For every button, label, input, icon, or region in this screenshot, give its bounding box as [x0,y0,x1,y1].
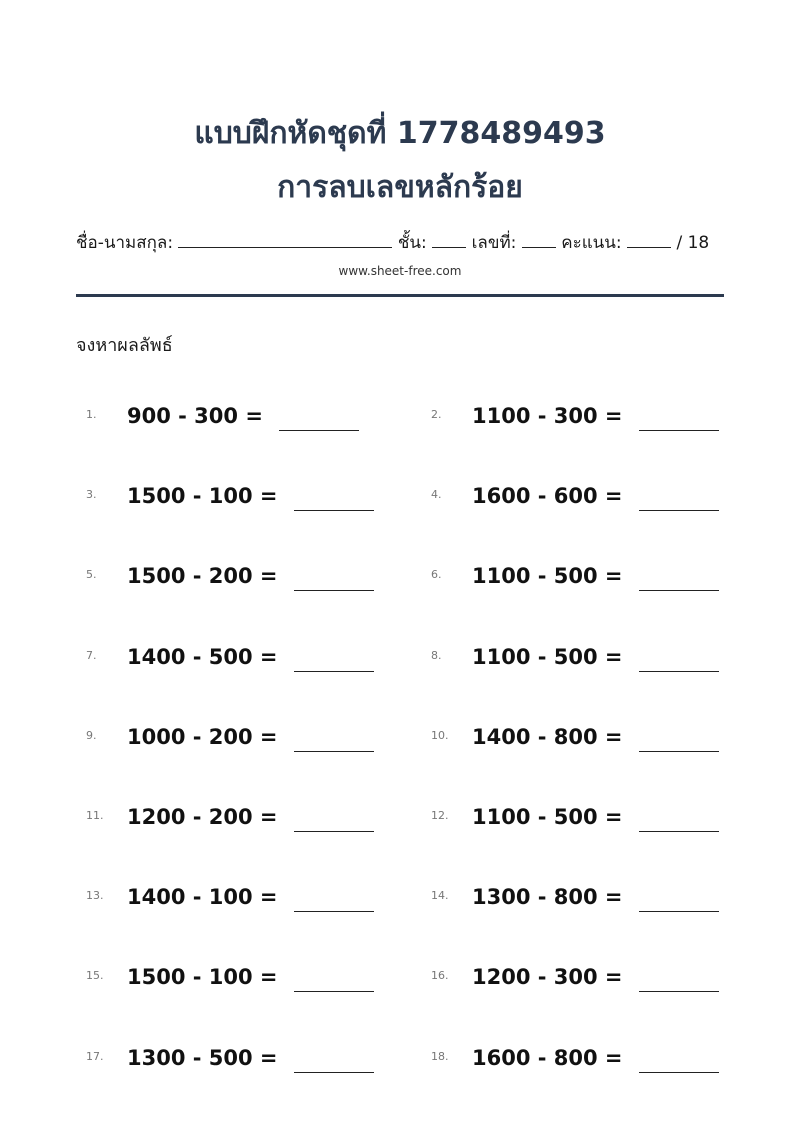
problem-item [86,484,386,516]
name-label: ชื่อ-นามสกุล: [76,233,174,253]
instruction-text: จงหาผลลัพธ์ [76,335,173,356]
problem-item [431,805,731,837]
class-label: ชั้น: [397,233,427,253]
class-field[interactable] [432,231,466,248]
answer-blank[interactable] [294,590,374,591]
problem-number: 12. [431,809,449,822]
problem-item [431,725,731,757]
problem-expression: 1400 - 800 = [472,725,623,749]
problem-expression: 1200 - 200 = [127,805,278,829]
problem-number: 6. [431,568,442,581]
worksheet-subtitle: การลบเลขหลักร้อย [277,170,523,205]
answer-blank[interactable] [639,911,719,912]
problem-expression: 1300 - 800 = [472,885,623,909]
problem-item [431,404,731,436]
problem-number: 8. [431,649,442,662]
answer-blank[interactable] [639,751,719,752]
problem-expression: 1600 - 600 = [472,484,623,508]
problem-number: 10. [431,729,449,742]
worksheet-title: แบบฝึกหัดชุดที่ 1778489493 [194,116,606,151]
problem-number: 9. [86,729,97,742]
problem-number: 16. [431,969,449,982]
problem-item [86,404,386,436]
problem-item [431,885,731,917]
answer-blank[interactable] [294,671,374,672]
website-url: www.sheet-free.com [338,264,462,278]
problem-item [86,564,386,596]
problem-expression: 1500 - 200 = [127,564,278,588]
problem-number: 14. [431,889,449,902]
answer-blank[interactable] [294,831,374,832]
name-field[interactable] [178,231,392,248]
problem-item [431,1046,731,1078]
problem-item [86,805,386,837]
problem-item [86,965,386,997]
header-divider [76,294,724,297]
problem-item [86,885,386,917]
answer-blank[interactable] [639,831,719,832]
problem-item [431,564,731,596]
problem-number: 1. [86,408,97,421]
problem-expression: 1500 - 100 = [127,484,278,508]
answer-blank[interactable] [639,671,719,672]
score-total: / 18 [676,233,710,253]
answer-blank[interactable] [294,1072,374,1073]
problem-item [86,645,386,677]
problem-expression: 1500 - 100 = [127,965,278,989]
problem-number: 5. [86,568,97,581]
problem-number: 18. [431,1050,449,1063]
problem-number: 4. [431,488,442,501]
problem-item [431,965,731,997]
answer-blank[interactable] [639,510,719,511]
answer-blank[interactable] [294,510,374,511]
student-number-field[interactable] [522,231,556,248]
score-label: คะแนน: [561,233,622,253]
problem-expression: 1300 - 500 = [127,1046,278,1070]
answer-blank[interactable] [294,911,374,912]
score-field[interactable] [627,231,671,248]
problem-item [86,1046,386,1078]
problem-item [86,725,386,757]
problem-expression: 1400 - 100 = [127,885,278,909]
problem-number: 2. [431,408,442,421]
problem-number: 7. [86,649,97,662]
problem-expression: 1600 - 800 = [472,1046,623,1070]
problem-number: 17. [86,1050,104,1063]
answer-blank[interactable] [639,1072,719,1073]
problem-expression: 1100 - 500 = [472,805,623,829]
answer-blank[interactable] [639,991,719,992]
student-number-label: เลขที่: [471,233,517,253]
problem-number: 11. [86,809,104,822]
problem-expression: 1200 - 300 = [472,965,623,989]
problem-expression: 900 - 300 = [127,404,263,428]
problem-expression: 1000 - 200 = [127,725,278,749]
problem-number: 13. [86,889,104,902]
problem-expression: 1100 - 500 = [472,564,623,588]
problem-expression: 1100 - 300 = [472,404,623,428]
answer-blank[interactable] [639,430,719,431]
answer-blank[interactable] [639,590,719,591]
answer-blank[interactable] [279,430,359,431]
problem-number: 15. [86,969,104,982]
problem-expression: 1400 - 500 = [127,645,278,669]
student-info-row [76,229,724,256]
problem-item [431,645,731,677]
problem-item [431,484,731,516]
problem-number: 3. [86,488,97,501]
answer-blank[interactable] [294,991,374,992]
answer-blank[interactable] [294,751,374,752]
problem-expression: 1100 - 500 = [472,645,623,669]
